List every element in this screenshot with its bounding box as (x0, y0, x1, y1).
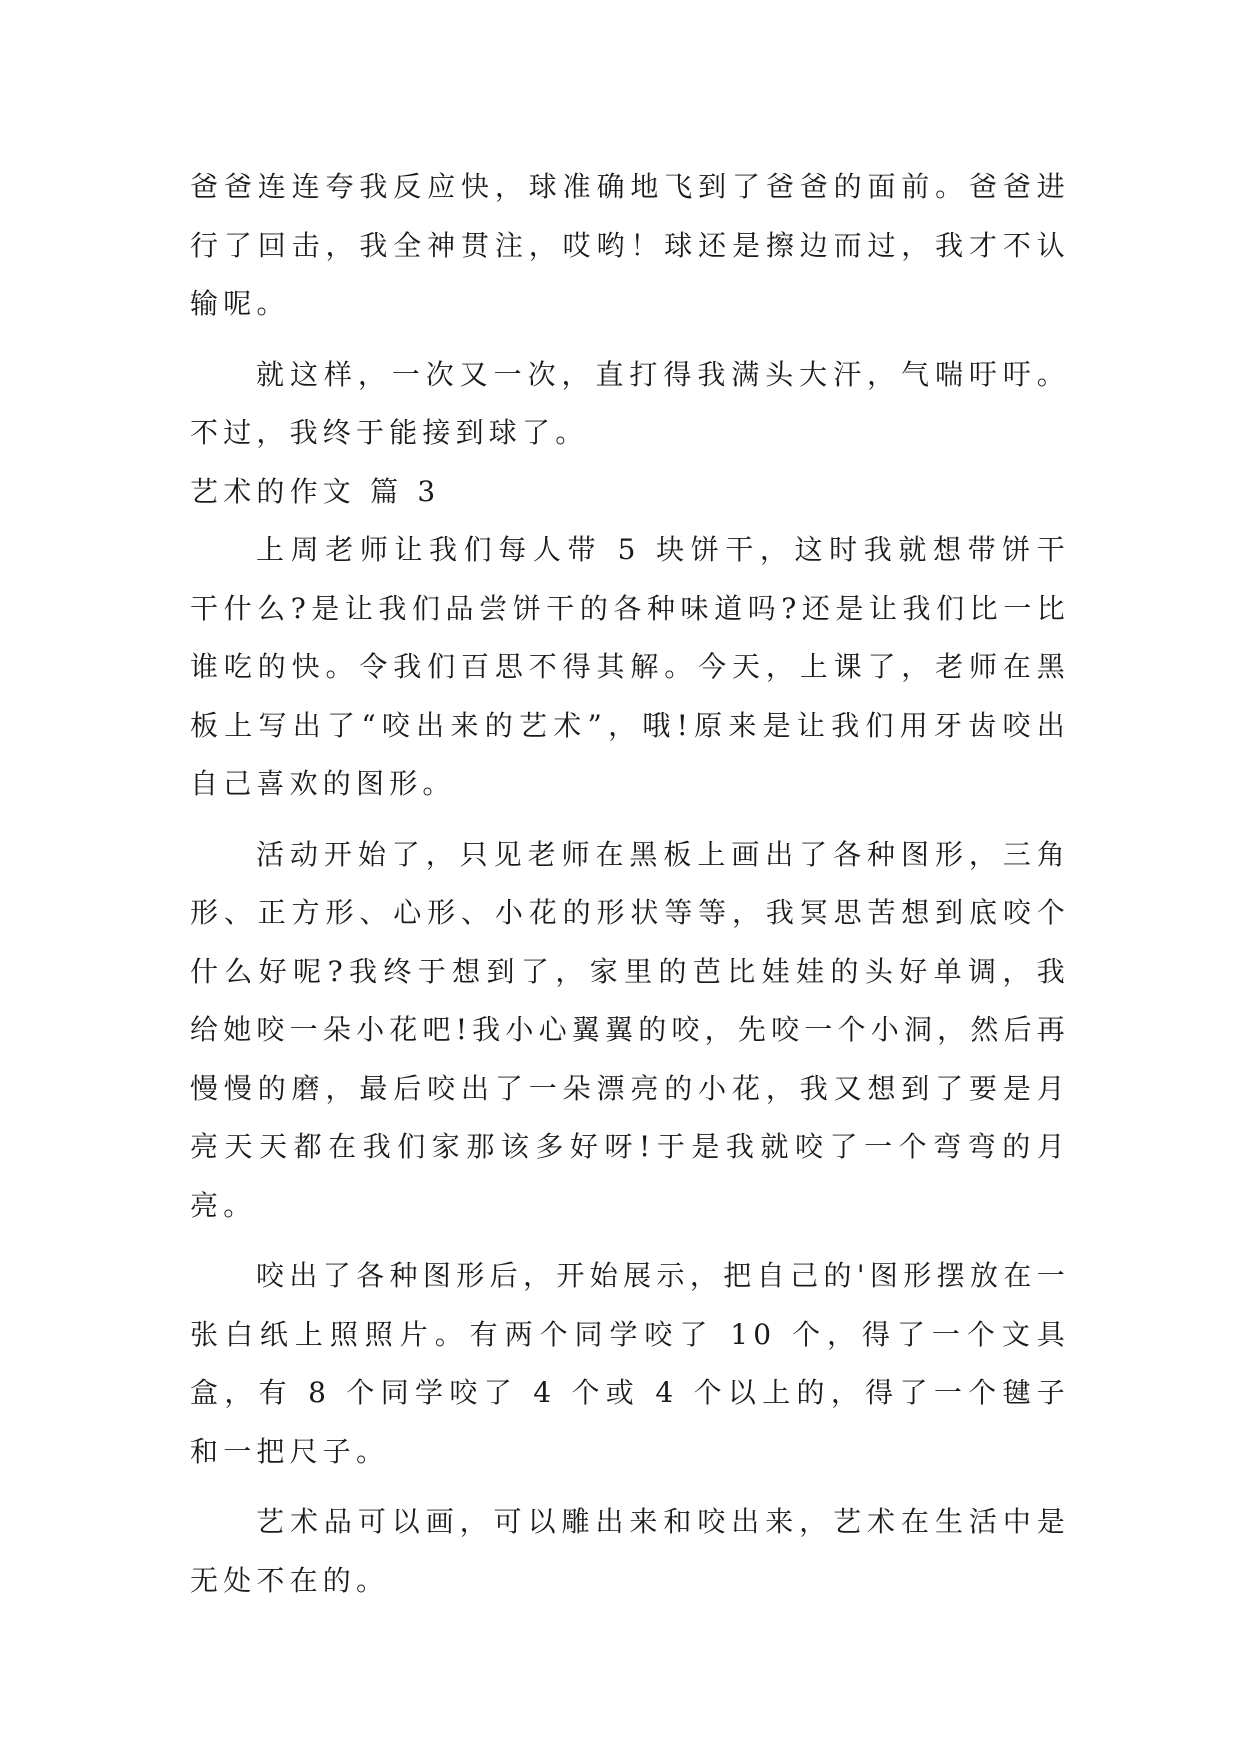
paragraph: 就这样，一次又一次，直打得我满头大汗，气喘吁吁。不过，我终于能接到球了。 (190, 357, 1070, 449)
paragraph-continued: 爸爸连连夸我反应快，球准确地飞到了爸爸的面前。爸爸进行了回击，我全神贯注，哎哟！球还是擦边而过，我才不认输呢。 (190, 170, 1070, 320)
document-page (190, 158, 1070, 1610)
section-heading: 艺术的作文 篇 3 (190, 474, 441, 508)
paragraph: 活动开始了，只见老师在黑板上画出了各种图形，三角形、正方形、心形、小花的形状等等，我冥思苦想到底咬个什么好呢?我终于想到了，家里的芭比娃娃的头好单调，我给她咬一朵小花吧!我小心翼翼的咬，先咬一个小洞，然后再慢慢的磨，最后咬出了一朵漂亮的小花，我又想到了要是月亮天天都在我们家那该多好呀!于是我就咬了一个弯弯的月亮。 (190, 837, 1070, 1222)
paragraph: 上周老师让我们每人带 5 块饼干，这时我就想带饼干干什么?是让我们品尝饼干的各种味道吗?还是让我们比一比谁吃的快。令我们百思不得其解。今天，上课了，老师在黑板上写出了“咬出来的艺术”，哦!原来是让我们用牙齿咬出自己喜欢的图形。 (190, 533, 1070, 800)
paragraph: 艺术品可以画，可以雕出来和咬出来，艺术在生活中是无处不在的。 (190, 1505, 1070, 1597)
paragraph: 咬出了各种图形后，开始展示，把自己的'图形摆放在一张白纸上照照片。有两个同学咬了 10 个，得了一个文具盒，有 8 个同学咬了 4 个或 4 个以上的，得了一个毽子和一把尺子。 (190, 1259, 1070, 1468)
